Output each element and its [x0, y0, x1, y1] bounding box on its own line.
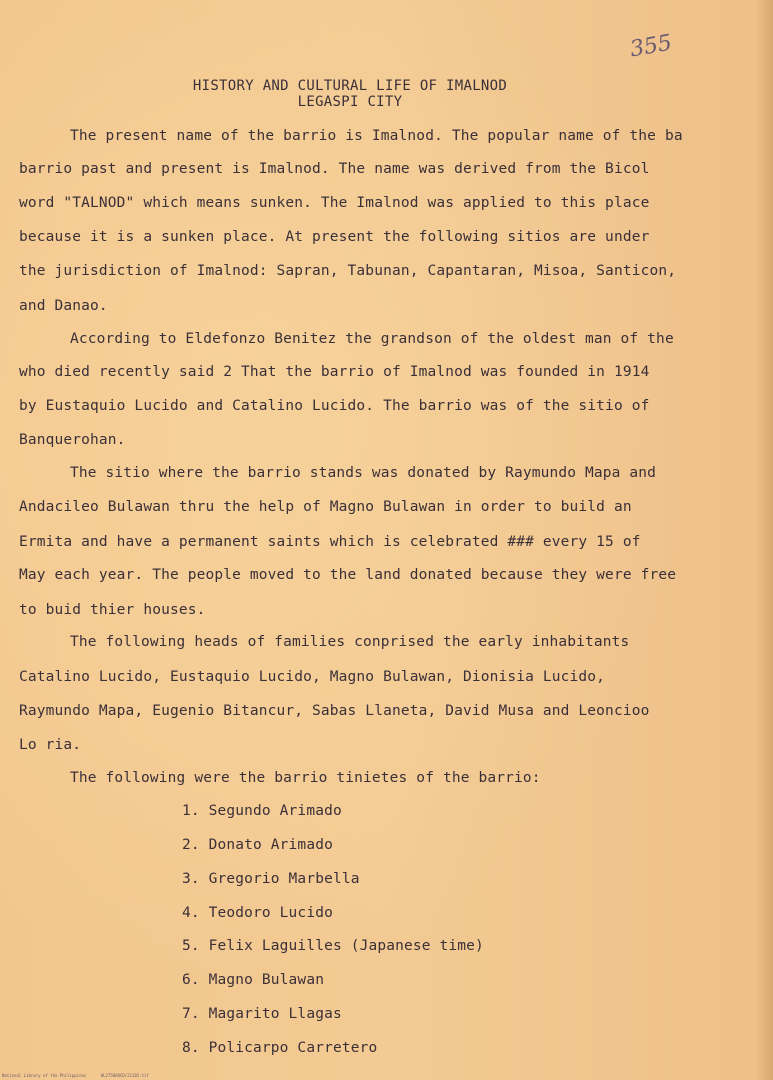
list-item: 2. Donato Arimado	[182, 837, 333, 853]
list-item: 7. Magarito Llagas	[182, 1006, 342, 1022]
list-item: 3. Gregorio Marbella	[182, 871, 360, 887]
text-line: The present name of the barrio is Imalnod. The popular name of the ba	[70, 128, 683, 144]
text-line: to buid thier houses.	[19, 602, 206, 618]
footer-file-ref: HL2758ADCD/21105.tif	[100, 1073, 149, 1078]
text-line: Raymundo Mapa, Eugenio Bitancur, Sabas Llaneta, David Musa and Leoncioo	[19, 703, 650, 719]
text-line: According to Eldefonzo Benitez the grandson of the oldest man of the	[70, 331, 674, 347]
text-line: the jurisdiction of Imalnod: Sapran, Tabunan, Capantaran, Misoa, Santicon,	[19, 263, 677, 279]
text-line: The following heads of families conprised the early inhabitants	[70, 634, 630, 650]
list-item: 4. Teodoro Lucido	[182, 905, 333, 921]
list-item: 5. Felix Laguilles (Japanese time)	[182, 938, 484, 954]
text-line: who died recently said 2 That the barrio of Imalnod was founded in 1914	[19, 364, 650, 380]
document-title: HISTORY AND CULTURAL LIFE OF IMALNOD	[192, 78, 508, 94]
list-item: 6. Magno Bulawan	[182, 972, 325, 988]
list-item: 1. Segundo Arimado	[182, 803, 342, 819]
text-line: Banquerohan.	[19, 432, 126, 448]
text-line: word "TALNOD" which means sunken. The Imalnod was applied to this place	[19, 195, 650, 211]
text-line: Catalino Lucido, Eustaquio Lucido, Magno Bulawan, Dionisia Lucido,	[19, 669, 606, 685]
text-line: May each year. The people moved to the land donated because they were free	[19, 567, 677, 583]
footer-library: National Library of the Philippines	[2, 1073, 87, 1078]
list-heading: The following were the barrio tinietes of the barrio:	[70, 770, 541, 786]
document-subtitle: LEGASPI CITY	[297, 94, 403, 110]
text-line: The sitio where the barrio stands was donated by Raymundo Mapa and	[70, 465, 657, 481]
list-item: 8. Policarpo Carretero	[182, 1040, 378, 1056]
text-line: Lo ria.	[19, 737, 82, 753]
text-line: Andacileo Bulawan thru the help of Magno Bulawan in order to build an	[19, 499, 632, 515]
text-line: Ermita and have a permanent saints which is celebrated ### every 15 of	[19, 534, 641, 550]
text-line: and Danao.	[19, 298, 108, 314]
text-line: barrio past and present is Imalnod. The name was derived from the Bicol	[19, 161, 650, 177]
scan-footer	[2, 1073, 149, 1078]
handwritten-page-number: 355	[628, 30, 674, 63]
text-line: by Eustaquio Lucido and Catalino Lucido. The barrio was of the sitio of	[19, 398, 650, 414]
text-line: because it is a sunken place. At present the following sitios are under	[19, 229, 650, 245]
